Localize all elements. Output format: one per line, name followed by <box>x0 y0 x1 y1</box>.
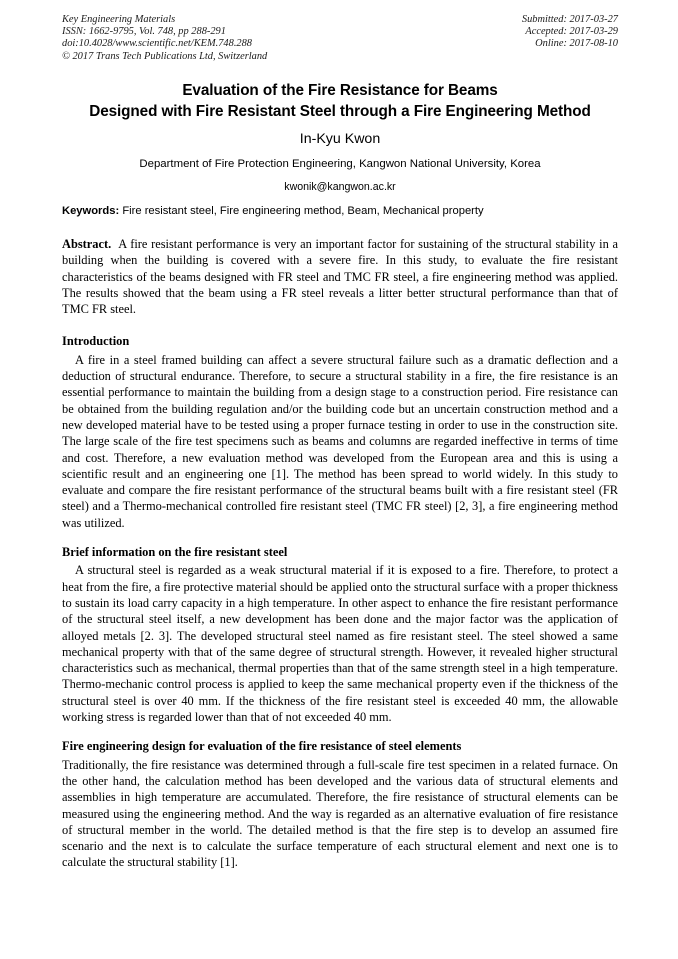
page-title-line-2: Designed with Fire Resistant Steel through a Fire Engineering Method <box>89 102 591 120</box>
section-paragraph-brief-information: A structural steel is regarded as a weak structural material if it is exposed to a fire. Therefore, to protect a heat from the fire, a fire protective material should be applied onto the structural surface with a proper thickness to sustain its load carry capacity in a high temperature. In other aspect to enhance the fire resistant performance of the structural steel itself, a new development has been done and the major factor was the application of alloyed metals [2. 3]. The developed structural steel named as fire resistant steel. The steel showed a same mechanical property with that of the same degree of structural strength. However, it revealed higher structural characteristics such as mechanical, thermal properties than that of the same strength steel in a high temperature. Thermo-mechanic control process is applied to keep the same mechanical property even if the thickness of the structural steel is over 40 mm. If the thickness of the fire resistant steel is exceeded 40 mm, the allowable working stress is regarded lower than that of not exceeded 40 mm. <box>62 563 618 725</box>
keywords-line <box>62 204 618 219</box>
paper-body <box>62 236 618 871</box>
online-date: Online: 2017-08-10 <box>535 38 618 50</box>
journal-doi: doi:10.4028/www.scientific.net/KEM.748.288 <box>62 38 252 50</box>
section-heading-fire-engineering-design: Fire engineering design for evaluation of the fire resistance of steel elements <box>62 739 462 754</box>
abstract-text: A fire resistant performance is very an important factor for sustaining of the structural stability in a building when the building is covered with a severe fire. In this study, to evaluate the fire resistant characteristics of the beams designed with FR steel and TMC FR steel, a fire engineering method was applied. The results showed that the beam using a FR steel reveals a litter better structural performance than that of TMC FR steel. <box>62 237 618 317</box>
abstract-label: Abstract. <box>62 237 112 251</box>
journal-header-left <box>62 14 267 63</box>
section-heading-brief-information: Brief information on the fire resistant steel <box>62 545 288 560</box>
keywords-label: Keywords: <box>62 205 120 217</box>
journal-header-right <box>522 14 618 51</box>
journal-issn-volume: ISSN: 1662-9795, Vol. 748, pp 288-291 <box>62 26 226 38</box>
page-title-line-1: Evaluation of the Fire Resistance for Beams <box>182 82 498 99</box>
section-heading-introduction: Introduction <box>62 334 130 349</box>
author-email: kwonik@kangwon.ac.kr <box>284 181 396 193</box>
journal-name: Key Engineering Materials <box>62 14 176 25</box>
author-name: In-Kyu Kwon <box>299 131 381 147</box>
journal-header <box>62 14 618 63</box>
accepted-date: Accepted: 2017-03-29 <box>525 26 618 38</box>
page-title <box>62 81 618 122</box>
keywords-value: Fire resistant steel, Fire engineering method, Beam, Mechanical property <box>122 205 484 217</box>
section-paragraph-introduction: A fire in a steel framed building can affect a severe structural failure such as a dramatic deflection and a deduction of structural endurance. Therefore, to secure a structural stability in a fire, the fire resistance is an essential performance to maintain the building from a design stage to a construction period. Fire resistance can be obtained from the building regulation and/or the building code but an uncertain construction method and a new developed material have to be tested using a proper furnace testing in order to use in the construction site. The large scale of the fire test specimens such as beams and columns are regarded ineffective in terms of time and cost. Therefore, a new evaluation method was developed from the European area and this is using a scientific result and an engineering one [1]. The method has been spread to world widely. In this study to evaluate and compare the fire resistant performance of the structural beams built with a fire resistant steel (FR steel) and a Thermo-mechanical controlled fire resistant steel (TMC FR steel) [2, 3], a fire engineering method was utilized. <box>62 352 618 530</box>
abstract-paragraph <box>62 236 618 317</box>
journal-copyright: © 2017 Trans Tech Publications Ltd, Switzerland <box>62 50 268 62</box>
section-paragraph-fire-engineering-design: Traditionally, the fire resistance was determined through a full-scale fire test specimen in a related furnace. On the other hand, the calculation method has been developed and the various data of structural elements and assemblies in high temperature are accumulated. Therefore, the fire resistance of structural elements can be measured using the engineering method. And the way is regarded as an alternative evaluation of fire resistance of structural member in the world. The detailed method is that the fire step is to develop an assumed fire scenario and the next is to calculate the surface temperature of each structural element and next one is to calculate the structural stability [1]. <box>62 757 618 870</box>
title-block <box>62 81 618 194</box>
author-affiliation: Department of Fire Protection Engineering, Kangwon National University, Korea <box>139 158 541 170</box>
submitted-date: Submitted: 2017-03-27 <box>521 14 618 25</box>
